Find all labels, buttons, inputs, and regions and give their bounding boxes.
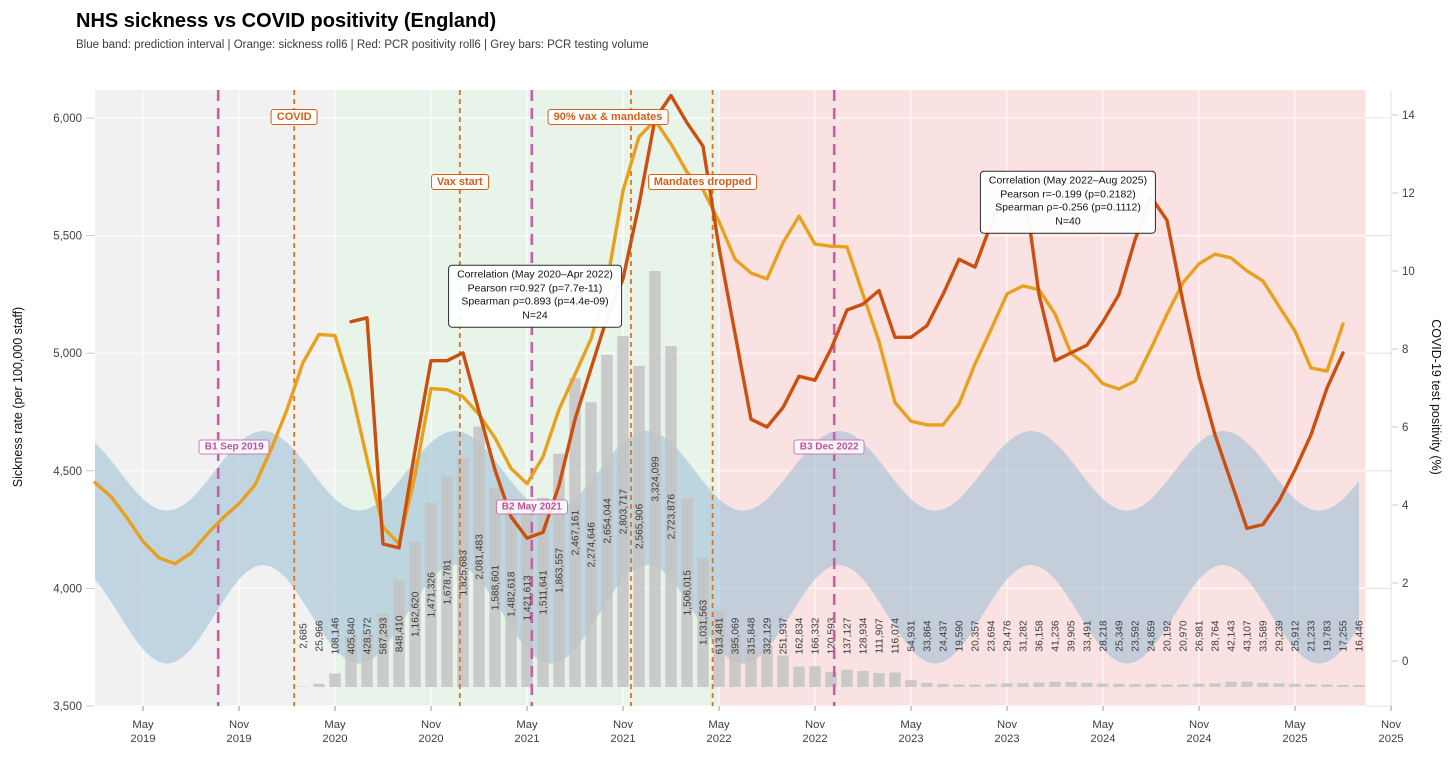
x-axis-tick-label: May: [132, 719, 154, 731]
event-label-mandates-dropped: Mandates dropped: [648, 174, 758, 190]
pcr-volume-bar-label: 128,934: [858, 617, 870, 655]
event-label-vax-start: Vax start: [431, 174, 489, 190]
pcr-volume-bar-label: 21,233: [1306, 620, 1318, 652]
pcr-volume-bar-label: 2,467,161: [570, 509, 582, 556]
pcr-volume-bar-label: 2,685: [298, 623, 310, 649]
x-axis-tick-label-year: 2024: [1090, 733, 1116, 745]
pcr-volume-bar-label: 25,966: [314, 620, 326, 652]
pcr-volume-bar-label: 1,825,683: [458, 550, 470, 596]
y2-axis-tick-label: 14: [1402, 110, 1415, 122]
pcr-volume-bar-label: 395,069: [730, 617, 742, 655]
chart-subtitle: Blue band: prediction interval | Orange: sickness roll6 | Red: PCR positivity roll6 | Grey bars: PCR testing volume: [76, 39, 649, 51]
pcr-volume-bar-label: 33,864: [922, 620, 934, 652]
pcr-volume-bar-label: 2,654,044: [602, 498, 614, 544]
region-post-mandates: [719, 90, 1365, 706]
pcr-volume-bar: [921, 683, 932, 687]
y2-axis-tick-label: 8: [1402, 344, 1409, 356]
pcr-volume-bar-label: 23,592: [1130, 620, 1142, 652]
pcr-volume-bar-label: 1,482,618: [506, 571, 518, 617]
event-label-b2: B2 May 2021: [496, 500, 568, 515]
event-label-covid: COVID: [271, 109, 318, 125]
pcr-volume-bar-label: 31,282: [1018, 620, 1030, 652]
pcr-volume-bar-label: 28,764: [1210, 620, 1222, 652]
pcr-volume-bar-label: 2,274,646: [586, 522, 598, 568]
y-axis-tick-label: 5,500: [53, 230, 82, 243]
pcr-volume-bar: [857, 671, 868, 687]
pcr-volume-bar-label: 405,840: [346, 617, 358, 655]
x-axis-tick-label-year: 2023: [898, 733, 924, 745]
pcr-volume-bar: [1065, 682, 1076, 687]
pcr-volume-bar: [1289, 684, 1300, 687]
pcr-volume-bar: [1209, 683, 1220, 687]
pcr-volume-bar-label: 251,937: [778, 617, 790, 655]
x-axis-tick-label: May: [1284, 719, 1306, 731]
pcr-volume-bar-label: 166,332: [810, 617, 822, 655]
pcr-volume-bar-label: 315,848: [746, 617, 758, 655]
pcr-volume-bar-label: 19,590: [954, 620, 966, 652]
x-axis-tick-label: May: [516, 719, 538, 731]
pcr-volume-bar: [1273, 683, 1284, 687]
x-axis-tick-label: Nov: [1380, 719, 1402, 731]
x-axis-tick-label: May: [708, 719, 730, 731]
pcr-volume-bar-label: 29,476: [1002, 620, 1014, 652]
y2-axis-tick-label: 12: [1402, 188, 1415, 200]
pcr-volume-bar-label: 1,588,601: [490, 564, 502, 611]
pcr-volume-bar: [1241, 682, 1252, 687]
pcr-volume-bar: [889, 673, 900, 688]
pcr-volume-bar-label: 26,981: [1194, 620, 1206, 652]
event-label-b3: B3 Dec 2022: [794, 440, 865, 455]
pcr-volume-bar-label: 1,511,641: [538, 570, 550, 615]
pcr-volume-bar-label: 36,158: [1034, 620, 1046, 652]
pcr-volume-bar-label: 108,146: [330, 617, 342, 655]
pcr-volume-bar-label: 54,931: [906, 620, 918, 652]
x-axis-tick-label: May: [900, 719, 922, 731]
pcr-volume-bar-label: 20,192: [1162, 620, 1174, 652]
x-axis-tick-label: Nov: [804, 719, 826, 731]
pcr-volume-bar: [969, 685, 980, 688]
pcr-volume-bar-label: 1,421,613: [522, 575, 534, 621]
x-axis-tick-label-year: 2019: [226, 733, 252, 745]
pcr-volume-bar: [1337, 685, 1348, 687]
pcr-volume-bar: [1225, 682, 1236, 687]
pcr-volume-bar: [1145, 684, 1156, 687]
pcr-volume-bar: [809, 666, 820, 687]
pcr-volume-bar-label: 25,912: [1290, 620, 1302, 652]
y-axis-tick-label: 5,000: [53, 348, 82, 361]
pcr-volume-bar-label: 16,446: [1354, 620, 1366, 652]
x-axis-tick-label-year: 2020: [418, 733, 444, 745]
x-axis-tick-label-year: 2023: [994, 733, 1020, 745]
pcr-volume-bar: [1305, 684, 1316, 687]
correlation-annotation-2: Correlation (May 2022–Aug 2025) Pearson r=-0.199 (p=0.2182) Spearman ρ=-0.256 (p=0.1112) N=40: [980, 171, 1156, 234]
pcr-volume-bar: [985, 684, 996, 687]
pcr-volume-bar-label: 1,471,326: [426, 572, 438, 618]
right-axis-title: COVID-19 test positivity (%): [1429, 319, 1443, 475]
pcr-volume-bar: [1097, 684, 1108, 688]
x-axis-tick-label: Nov: [1188, 719, 1210, 731]
y2-axis-tick-label: 10: [1402, 266, 1415, 278]
pcr-volume-bar: [1257, 683, 1268, 687]
pcr-volume-bar: [841, 670, 852, 687]
pcr-volume-bar: [1081, 683, 1092, 687]
y2-axis-tick-label: 0: [1402, 656, 1409, 668]
pcr-volume-bar: [329, 674, 340, 688]
y-axis-tick-label: 4,000: [53, 583, 82, 596]
pcr-volume-bar-label: 42,143: [1226, 620, 1238, 652]
pcr-volume-bar-label: 848,410: [394, 615, 406, 653]
x-axis-tick-label: Nov: [420, 719, 442, 731]
event-label-b1: B1 Sep 2019: [199, 440, 270, 455]
chart-title: NHS sickness vs COVID positivity (England): [76, 10, 497, 32]
pcr-volume-bar-label: 1,031,563: [698, 599, 710, 646]
x-axis-tick-label-year: 2021: [610, 733, 636, 745]
pcr-volume-bar: [1353, 685, 1364, 687]
pcr-volume-bar-label: 1,506,015: [682, 570, 694, 616]
x-axis-tick-label: May: [324, 719, 346, 731]
pcr-volume-bar-label: 17,255: [1338, 620, 1350, 652]
pcr-volume-bar: [313, 684, 324, 687]
pcr-volume-bar-label: 1,162,620: [410, 591, 422, 637]
pcr-volume-bar: [905, 680, 916, 687]
pcr-volume-bar-label: 116,074: [890, 617, 902, 655]
pcr-volume-bar-label: 24,859: [1146, 620, 1158, 652]
pcr-volume-bar: [1113, 684, 1124, 687]
pcr-volume-bar: [953, 685, 964, 688]
pcr-volume-bar-label: 20,357: [970, 620, 982, 652]
pcr-volume-bar-label: 587,293: [378, 617, 390, 655]
pcr-volume-bar-label: 2,803,717: [618, 488, 630, 535]
x-axis-tick-label-year: 2022: [802, 733, 828, 745]
event-label-vax-90-mandates: 90% vax & mandates: [548, 109, 669, 125]
pcr-volume-bar: [1321, 685, 1332, 688]
pcr-volume-bar: [1177, 684, 1188, 687]
pcr-volume-bar-label: 120,593: [826, 617, 838, 655]
pcr-volume-bar-label: 1,678,781: [442, 559, 454, 605]
pcr-volume-bar-label: 20,970: [1178, 620, 1190, 652]
pcr-volume-bar: [873, 673, 884, 687]
x-axis-tick-label: Nov: [612, 719, 634, 731]
pcr-volume-bar-label: 2,565,906: [634, 503, 646, 550]
pcr-volume-bar-label: 39,905: [1066, 620, 1078, 652]
y-axis-tick-label: 3,500: [53, 701, 82, 713]
y2-axis-tick-label: 2: [1402, 578, 1409, 590]
pcr-volume-bar-label: 1,863,557: [554, 547, 566, 594]
x-axis-tick-label: Nov: [996, 719, 1018, 731]
pcr-volume-bar-label: 332,129: [762, 617, 774, 655]
y2-axis-tick-label: 4: [1402, 500, 1409, 512]
pcr-volume-bar-label: 19,783: [1322, 620, 1334, 652]
pcr-volume-bar: [1161, 685, 1172, 688]
left-axis-title: Sickness rate (per 100,000 staff): [11, 306, 25, 488]
x-axis-tick-label: Nov: [228, 719, 250, 731]
pcr-volume-bar-label: 111,907: [874, 618, 886, 654]
pcr-volume-bar-label: 24,437: [938, 620, 950, 652]
pcr-volume-bar-label: 43,107: [1242, 620, 1254, 652]
pcr-volume-bar-label: 428,572: [362, 617, 374, 655]
pcr-volume-bar: [1049, 682, 1060, 687]
pcr-volume-bar-label: 29,239: [1274, 620, 1286, 652]
pcr-volume-bar: [1001, 683, 1012, 687]
pcr-volume-bar: [1193, 684, 1204, 687]
x-axis-tick-label-year: 2019: [130, 733, 156, 745]
pcr-volume-bar-label: 162,834: [794, 617, 806, 655]
pcr-volume-bar: [1129, 684, 1140, 687]
y-axis-tick-label: 6,000: [53, 113, 82, 125]
pcr-volume-bar-label: 23,694: [986, 620, 998, 652]
x-axis-tick-label-year: 2022: [706, 733, 732, 745]
pcr-volume-bar-label: 41,236: [1050, 620, 1062, 652]
correlation-annotation-1: Correlation (May 2020–Apr 2022) Pearson r=0.927 (p=7.7e-11) Spearman ρ=0.893 (p=4.4e-09) N=24: [448, 265, 622, 328]
pcr-volume-bar-label: 33,589: [1258, 620, 1270, 652]
pcr-volume-bar-label: 613,481: [714, 617, 726, 655]
pcr-volume-bar-label: 28,218: [1098, 620, 1110, 652]
pcr-volume-bar: [937, 684, 948, 687]
x-axis-tick-label-year: 2021: [514, 733, 540, 745]
x-axis-tick-label-year: 2024: [1186, 733, 1212, 745]
pcr-volume-bar-label: 2,723,876: [666, 493, 678, 540]
pcr-volume-bar: [793, 667, 804, 687]
pcr-volume-bar-label: 33,491: [1082, 620, 1094, 652]
x-axis-tick-label: May: [1092, 719, 1114, 731]
pcr-volume-bar-label: 137,127: [842, 617, 854, 655]
pcr-volume-bar: [1033, 683, 1044, 688]
x-axis-tick-label-year: 2025: [1282, 733, 1308, 745]
pcr-volume-bar: [777, 656, 788, 688]
pcr-volume-bar-label: 3,324,099: [650, 456, 662, 502]
y-axis-tick-label: 4,500: [53, 465, 82, 478]
pcr-volume-bar-label: 25,349: [1114, 620, 1126, 652]
pcr-volume-bar-label: 2,081,483: [474, 534, 486, 580]
x-axis-tick-label-year: 2020: [322, 733, 348, 745]
pcr-volume-bar: [1017, 683, 1028, 687]
x-axis-tick-label-year: 2025: [1378, 733, 1404, 745]
y2-axis-tick-label: 6: [1402, 422, 1409, 434]
